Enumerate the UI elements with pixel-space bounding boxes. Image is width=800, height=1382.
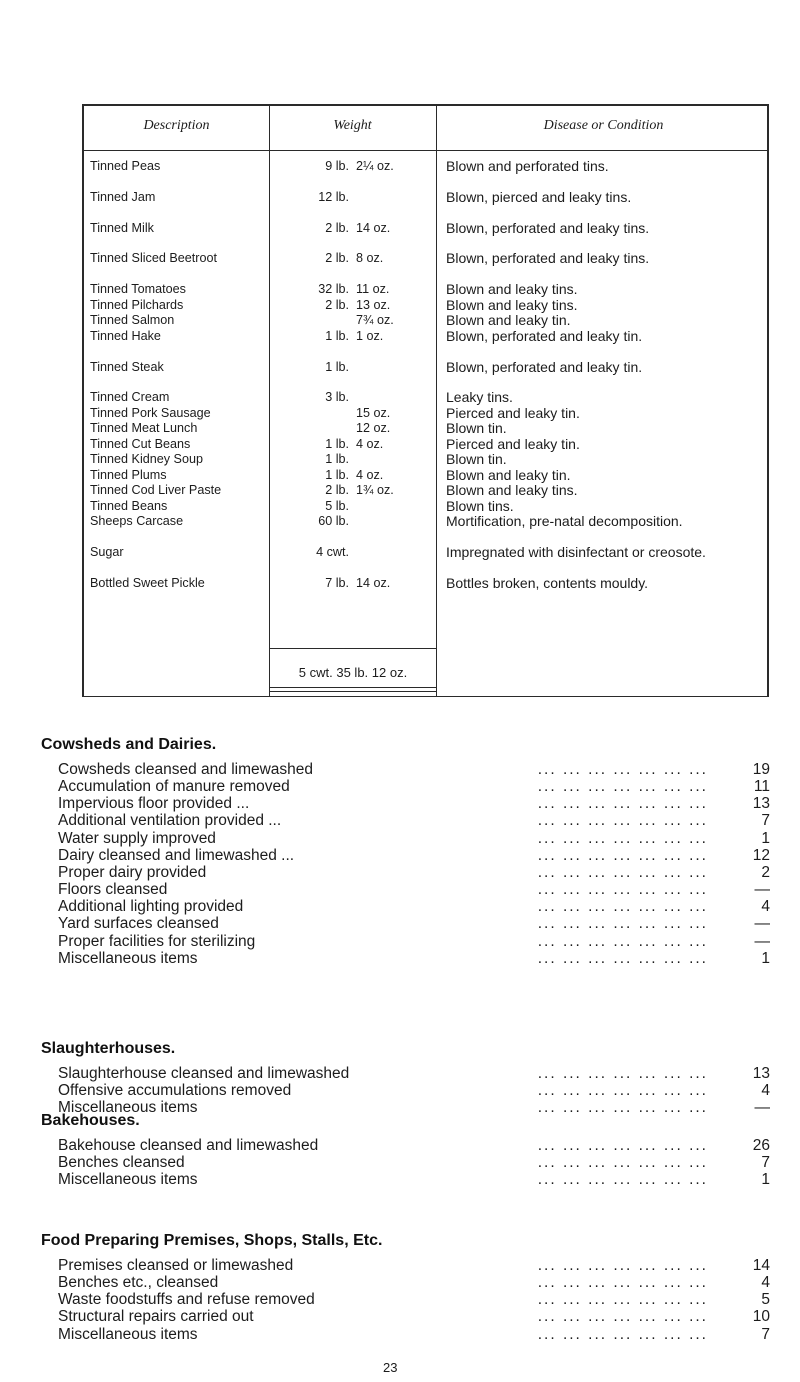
- weight-oz: 11 oz.: [356, 282, 390, 297]
- item-count: —: [754, 932, 770, 950]
- section-item: [58, 761, 770, 779]
- weight-lb: 1 lb.: [325, 467, 349, 482]
- weight-oz: 13 oz.: [356, 297, 391, 312]
- condemned-food-table: [82, 104, 769, 697]
- item-count: 2: [761, 863, 770, 881]
- disease-condition: Blown, pierced and leaky tins.: [446, 188, 632, 205]
- disease-condition: Blown and leaky tins.: [446, 296, 578, 313]
- food-description-text: Bottled Sweet Pickle: [90, 575, 205, 590]
- weight-oz: 4 oz.: [356, 436, 384, 451]
- item-count: 4: [761, 1274, 770, 1292]
- food-description-text: Tinned Milk: [90, 220, 154, 235]
- food-description-text: Tinned Cream: [90, 390, 170, 405]
- food-description-text: Tinned Steak: [90, 359, 164, 374]
- disease-condition: Blown, perforated and leaky tin.: [446, 358, 643, 375]
- food-description-text: Tinned Salmon: [90, 313, 175, 328]
- food-description-text: Tinned Meat Lunch: [90, 421, 198, 436]
- food-description-text: Tinned Tomatoes: [90, 282, 186, 297]
- section-item: [58, 950, 770, 968]
- leader-dots: ... ... ... ... ... ... ...: [537, 846, 708, 864]
- disease-condition: Impregnated with disinfectant or creosote.: [446, 544, 706, 561]
- item-label: Miscellaneous items: [58, 1171, 198, 1189]
- section-item: [58, 795, 770, 813]
- disease-condition: Bottles broken, contents mouldy.: [446, 574, 649, 591]
- section-item: [58, 898, 770, 916]
- item-count: 13: [752, 1065, 770, 1082]
- section-item: [58, 1291, 770, 1309]
- header-rule: [84, 150, 767, 151]
- weight-oz: 4 oz.: [356, 467, 384, 482]
- food-description: [90, 576, 262, 590]
- item-count: 7: [761, 1325, 770, 1343]
- section-item: [58, 864, 770, 882]
- food-description: [90, 329, 262, 343]
- item-label: Proper facilities for sterilizing: [58, 932, 256, 950]
- leader-dots: ... ... ... ... ... ... ...: [537, 1257, 708, 1274]
- item-label: Additional ventilation provided ...: [58, 812, 282, 830]
- food-description: [90, 437, 262, 451]
- disease-condition: Blown and leaky tin.: [446, 466, 571, 483]
- weight-total: 5 cwt. 35 lb. 12 oz.: [298, 665, 408, 680]
- weight-oz: 2¼ oz.: [356, 159, 394, 173]
- disease-condition: Blown, perforated and leaky tins.: [446, 219, 650, 236]
- total-double-rule: [269, 691, 436, 692]
- weight-oz: 14 oz.: [356, 220, 391, 235]
- disease-condition: Leaky tins.: [446, 389, 513, 406]
- leader-dots: ... ... ... ... ... ... ...: [537, 1171, 708, 1189]
- food-description-text: Tinned Pork Sausage: [90, 405, 211, 420]
- section-title: Cowsheds and Dairies.: [41, 736, 217, 753]
- food-description: [90, 468, 262, 482]
- food-description: [90, 313, 262, 327]
- food-description: [90, 360, 262, 374]
- section-item: [58, 1137, 770, 1155]
- disease-condition: Blown and leaky tins.: [446, 482, 578, 499]
- disease-condition: Blown tin.: [446, 420, 507, 437]
- section-item: [58, 1099, 770, 1117]
- section-item: [58, 1082, 770, 1100]
- leader-dots: ... ... ... ... ... ... ...: [537, 1099, 708, 1117]
- food-description-text: Tinned Kidney Soup: [90, 452, 203, 467]
- item-label: Miscellaneous items: [58, 949, 198, 967]
- item-count: 19: [752, 761, 770, 778]
- item-label: Accumulation of manure removed: [58, 778, 290, 796]
- weight-lb: 1 lb.: [325, 328, 349, 343]
- leader-dots: ... ... ... ... ... ... ...: [537, 1308, 708, 1326]
- food-description-text: Sugar: [90, 545, 124, 560]
- weight-lb: 2 lb.: [325, 297, 349, 312]
- section-item: [58, 933, 770, 951]
- item-count: 11: [753, 778, 770, 796]
- item-label: Slaughterhouse cleansed and limewashed: [58, 1065, 350, 1082]
- disease-condition: Blown tin.: [446, 451, 507, 468]
- total-rule: [269, 648, 436, 649]
- header-weight: Weight: [333, 118, 372, 133]
- food-description: [90, 282, 262, 296]
- item-label: Floors cleansed: [58, 881, 168, 899]
- item-label: Impervious floor provided ...: [58, 795, 250, 813]
- section-title: Food Preparing Premises, Shops, Stalls, Etc.: [41, 1232, 383, 1249]
- leader-dots: ... ... ... ... ... ... ...: [537, 795, 708, 813]
- leader-dots: ... ... ... ... ... ... ...: [537, 949, 708, 967]
- section-title: Bakehouses.: [41, 1112, 140, 1129]
- section-title: Slaughterhouses.: [41, 1040, 176, 1057]
- weight-lb: 1 lb.: [325, 452, 349, 467]
- item-label: Benches etc., cleansed: [58, 1274, 219, 1292]
- weight-lb: 2 lb.: [325, 483, 349, 498]
- header-disease: Disease or Condition: [543, 118, 664, 133]
- food-description: [90, 190, 262, 204]
- food-description-text: Tinned Hake: [90, 328, 161, 343]
- food-description-text: Sheeps Carcase: [90, 514, 184, 529]
- weight-oz: 14 oz.: [356, 575, 391, 590]
- food-description: [90, 545, 262, 559]
- weight-oz: 1 oz.: [356, 328, 384, 343]
- food-description-text: Tinned Cod Liver Paste: [90, 483, 222, 498]
- section-item: [58, 847, 770, 865]
- weight-lb: 60 lb.: [318, 514, 349, 529]
- leader-dots: ... ... ... ... ... ... ...: [537, 778, 708, 796]
- weight-lb: 2 lb.: [325, 251, 349, 266]
- weight-lb: 9 lb.: [325, 159, 349, 173]
- item-count: 13: [752, 795, 770, 813]
- leader-dots: ... ... ... ... ... ... ...: [537, 1065, 708, 1082]
- leader-dots: ... ... ... ... ... ... ...: [537, 863, 708, 881]
- section-item: [58, 1171, 770, 1189]
- disease-condition: Blown tins.: [446, 497, 514, 514]
- food-description: [90, 298, 262, 312]
- section-item: [58, 1154, 770, 1172]
- item-count: 10: [752, 1308, 770, 1326]
- item-label: Benches cleansed: [58, 1154, 185, 1172]
- leader-dots: ... ... ... ... ... ... ...: [537, 881, 708, 899]
- page-number: 23: [383, 1360, 398, 1375]
- header-description: Description: [143, 118, 210, 133]
- item-label: Proper dairy provided: [58, 863, 207, 881]
- section-item: [58, 812, 770, 830]
- leader-dots: ... ... ... ... ... ... ...: [537, 898, 708, 916]
- leader-dots: ... ... ... ... ... ... ...: [537, 1154, 708, 1172]
- food-description: [90, 221, 262, 235]
- weight-oz: 1¾ oz.: [356, 483, 394, 498]
- weight-oz: 8 oz.: [356, 251, 384, 266]
- weight-lb: 3 lb.: [325, 390, 349, 405]
- leader-dots: ... ... ... ... ... ... ...: [537, 932, 708, 950]
- food-description-text: Tinned Beans: [90, 498, 168, 513]
- section-item: [58, 1274, 770, 1292]
- item-count: 14: [752, 1257, 770, 1274]
- item-label: Bakehouse cleansed and limewashed: [58, 1137, 319, 1154]
- disease-condition: Mortification, pre-natal decomposition.: [446, 513, 683, 530]
- food-description-text: Tinned Sliced Beetroot: [90, 251, 217, 266]
- item-count: 1: [761, 949, 770, 967]
- food-description: [90, 499, 262, 513]
- food-description-text: Tinned Jam: [90, 189, 156, 204]
- section-item: [58, 915, 770, 933]
- item-count: 1: [761, 1171, 770, 1189]
- item-label: Miscellaneous items: [58, 1099, 198, 1117]
- leader-dots: ... ... ... ... ... ... ...: [537, 1325, 708, 1343]
- weight-lb: 1 lb.: [325, 359, 349, 374]
- weight-lb: 4 cwt.: [316, 545, 349, 560]
- weight-lb: 2 lb.: [325, 220, 349, 235]
- leader-dots: ... ... ... ... ... ... ...: [537, 761, 708, 778]
- weight-lb: 5 lb.: [325, 498, 349, 513]
- leader-dots: ... ... ... ... ... ... ...: [537, 812, 708, 830]
- column-divider: [269, 104, 270, 696]
- disease-condition: Blown, perforated and leaky tin.: [446, 327, 643, 344]
- section-item: [58, 830, 770, 848]
- section-item: [58, 1257, 770, 1275]
- item-label: Miscellaneous items: [58, 1325, 198, 1343]
- section-item: [58, 881, 770, 899]
- food-description: [90, 421, 262, 435]
- disease-condition: Blown, perforated and leaky tins.: [446, 250, 650, 267]
- item-label: Cowsheds cleansed and limewashed: [58, 761, 314, 778]
- column-divider: [436, 104, 437, 696]
- item-count: —: [754, 881, 770, 899]
- weight-oz: 12 oz.: [356, 421, 391, 436]
- leader-dots: ... ... ... ... ... ... ...: [537, 1274, 708, 1292]
- item-label: Offensive accumulations removed: [58, 1082, 292, 1100]
- food-description: [90, 406, 262, 420]
- weight-lb: 12 lb.: [318, 189, 349, 204]
- food-description: [90, 251, 262, 265]
- weight-lb: 32 lb.: [318, 282, 349, 297]
- item-count: 7: [761, 812, 770, 830]
- total-double-rule: [269, 687, 436, 688]
- item-count: 12: [752, 846, 770, 864]
- item-count: —: [754, 1099, 770, 1117]
- food-description-text: Tinned Peas: [90, 159, 161, 173]
- leader-dots: ... ... ... ... ... ... ...: [537, 915, 708, 933]
- item-label: Water supply improved: [58, 829, 216, 847]
- food-description: [90, 159, 262, 173]
- leader-dots: ... ... ... ... ... ... ...: [537, 1137, 708, 1154]
- item-label: Yard surfaces cleansed: [58, 915, 219, 933]
- item-label: Premises cleansed or limewashed: [58, 1257, 294, 1274]
- disease-condition: Pierced and leaky tin.: [446, 435, 580, 452]
- item-label: Waste foodstuffs and refuse removed: [58, 1291, 315, 1309]
- leader-dots: ... ... ... ... ... ... ...: [537, 1291, 708, 1309]
- disease-condition: Blown and perforated tins.: [446, 158, 609, 174]
- section-item: [58, 1326, 770, 1344]
- leader-dots: ... ... ... ... ... ... ...: [537, 829, 708, 847]
- weight-lb: 7 lb.: [325, 575, 349, 590]
- food-description-text: Tinned Plums: [90, 467, 167, 482]
- item-count: —: [754, 915, 770, 933]
- food-description: [90, 483, 262, 497]
- weight-oz: 7¾ oz.: [356, 313, 394, 328]
- food-description-text: Tinned Pilchards: [90, 297, 184, 312]
- food-description-text: Tinned Cut Beans: [90, 436, 191, 451]
- leader-dots: ... ... ... ... ... ... ...: [537, 1082, 708, 1100]
- item-count: 5: [761, 1291, 770, 1309]
- item-count: 26: [752, 1137, 770, 1154]
- item-count: 4: [761, 1082, 770, 1100]
- disease-condition: Blown and leaky tin.: [446, 312, 571, 329]
- section-item: [58, 1065, 770, 1083]
- item-count: 7: [761, 1154, 770, 1172]
- weight-lb: 1 lb.: [325, 436, 349, 451]
- food-description: [90, 514, 262, 528]
- food-description: [90, 452, 262, 466]
- item-count: 1: [761, 829, 770, 847]
- food-description: [90, 390, 262, 404]
- item-label: Additional lighting provided: [58, 898, 244, 916]
- item-label: Structural repairs carried out: [58, 1308, 254, 1326]
- section-item: [58, 1308, 770, 1326]
- item-count: 4: [761, 898, 770, 916]
- weight-oz: 15 oz.: [356, 405, 391, 420]
- section-item: [58, 778, 770, 796]
- item-label: Dairy cleansed and limewashed ...: [58, 846, 295, 864]
- disease-condition: Blown and leaky tins.: [446, 281, 578, 298]
- disease-condition: Pierced and leaky tin.: [446, 404, 580, 421]
